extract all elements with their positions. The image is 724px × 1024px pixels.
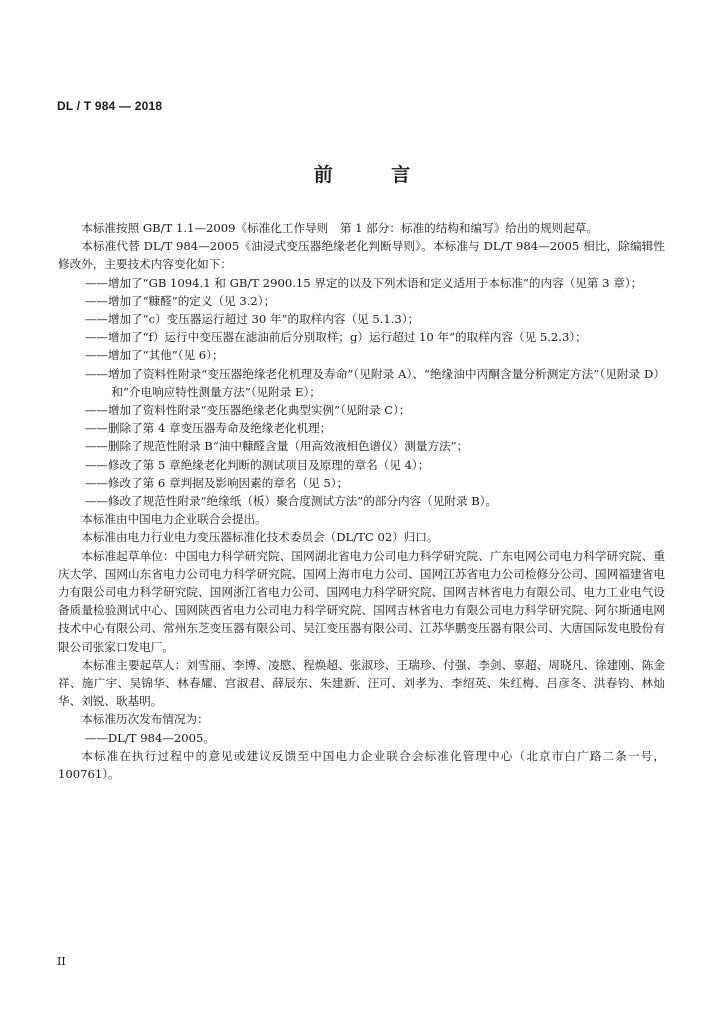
paragraph: 本标准按照 GB/T 1.1—2009《标准化工作导则 第 1 部分：标准的结构和编写》给出的规则起草。 <box>81 221 599 235</box>
paragraph: 本标准代替 DL/T 984—2005《油浸式变压器绝缘老化判断导则》。本标准与 DL/T 984—2005 相比，除编辑性修改外，主要技术内容变化如下： <box>58 239 665 272</box>
list-item: ——增加了“f）运行中变压器在滤油前后分别取样；g）运行超过 10 年”的取样内容（见 5.2.3）； <box>84 330 587 345</box>
list-item: ——增加了“糠醛”的定义（见 3.2）； <box>84 293 276 308</box>
list-item: ——增加了“c）变压器运行超过 30 年”的取样内容（见 5.1.3）； <box>84 312 420 327</box>
list-item: ——删除了第 4 章变压器寿命及绝缘老化机理； <box>84 421 332 436</box>
list-item: ——DL/T 984—2005。 <box>84 730 216 745</box>
paragraph: 本标准由中国电力企业联合会提出。 <box>81 512 267 527</box>
paragraph: 本标准历次发布情况为： <box>81 712 209 727</box>
foreword-body <box>58 219 665 783</box>
list-item: ——修改了第 5 章绝缘老化判断的测试项目及原理的章名（见 4）； <box>84 457 430 472</box>
paragraph: 本标准由电力行业电力变压器标准化技术委员会（DL/TC 02）归口。 <box>81 530 439 545</box>
list-item: ——修改了第 6 章判据及影响因素的章名（见 5）； <box>84 475 349 490</box>
page-title: 前 言 <box>313 164 437 186</box>
document-code: DL / T 984 — 2018 <box>57 99 163 113</box>
list-item: ——删除了规范性附录 B“油中糠醛含量（用高效液相色谱仪）测量方法”； <box>84 439 469 454</box>
paragraph: 本标准主要起草人：刘雪丽、李博、凌愍、程焕超、张淑珍、王瑞珍、付强、李剑、辜超、周晓凡、徐建刚、陈金祥、施广宇、吴锦华、林春耀、宫淑君、薛辰东、朱建新、汪可、刘孝为、李绍英、朱红梅、吕彦冬、洪春钧、林灿华、刘锐、耿基明。 <box>58 657 665 709</box>
list-item: ——增加了资料性附录“变压器绝缘老化典型实例”（见附录 C）； <box>84 403 411 418</box>
list-item: ——增加了资料性附录“变压器绝缘老化机理及寿命”（见附录 A）、“绝缘油中丙酮含量分析测定方法”（见附录 D）和“介电响应特性测量方法”（见附录 E）； <box>84 366 665 399</box>
list-item: ——修改了规范性附录“绝缘纸（板）聚合度测试方法”的部分内容（见附录 B）。 <box>84 494 498 509</box>
list-item: ——增加了“GB 1094.1 和 GB/T 2900.15 界定的以及下列术语和定义适用于本标准”的内容（见第 3 章）； <box>84 275 643 290</box>
paragraph: 本标准起草单位：中国电力科学研究院、国网湖北省电力公司电力科学研究院、广东电网公司电力科学研究院、重庆大学、国网山东省电力公司电力科学研究院、国网上海市电力公司、国网江苏省电力公司检修分公司、国网福建省电力有限公司电力科学研究院、国网浙江省电力公司、国网电力科学研究院、国网吉林省电力有限公司、电力工业电气设备质量检验测试中心、国网陕西省电力公司电力科学研究院、国网吉林省电力有限公司电力科学研究院、阿尔斯通电网技术中心有限公司、常州东芝变压器有限公司、吴江变压器有限公司、江苏华鹏变压器有限公司、大唐国际发电股份有限公司张家口发电厂。 <box>58 548 665 654</box>
page-number: II <box>57 955 66 968</box>
paragraph: 本标准在执行过程中的意见或建议反馈至中国电力企业联合会标准化管理中心（北京市白广路二条一号，100761）。 <box>58 748 665 782</box>
list-item: ——增加了“其他”（见 6）； <box>84 348 224 363</box>
